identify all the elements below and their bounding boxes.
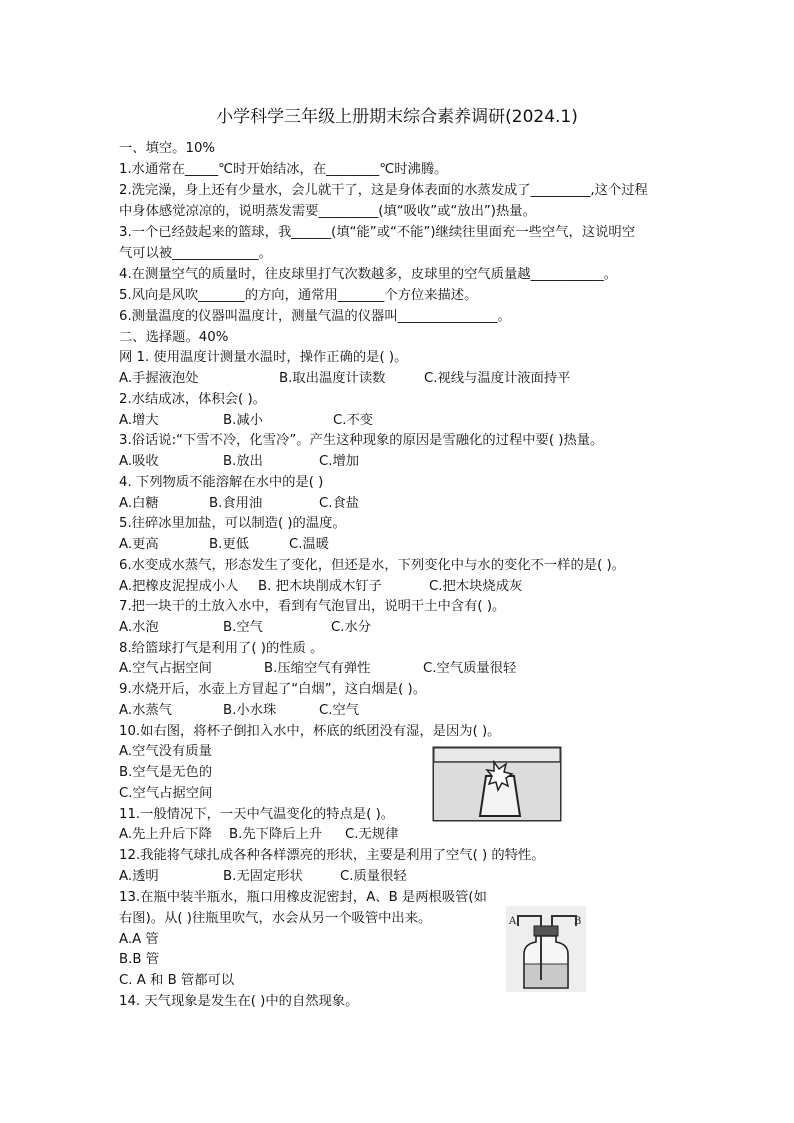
option-a: A.空气占据空间 bbox=[119, 661, 212, 676]
option-b: B.取出温度计读数 bbox=[279, 371, 386, 386]
option-b: B.放出 bbox=[223, 454, 263, 469]
choice-question-13-line-2: 右图)。从( )往瓶里吹气，水会从另一个吸管中出来。 bbox=[119, 911, 432, 926]
section-heading-choice: 二、选择题。40% bbox=[119, 330, 229, 345]
question-4: 4.在测量空气的质量时，往皮球里打气次数越多，皮球里的空气质量越___________。 bbox=[119, 267, 618, 282]
question-2-line-2: 中身体感觉凉凉的，说明蒸发需要_________(填“吸收”或“放出”)热量。 bbox=[119, 204, 536, 219]
option-b: B.小水珠 bbox=[223, 703, 277, 718]
option-a: A.更高 bbox=[119, 537, 159, 552]
choice-question-8: 8.给篮球打气是利用了( )的性质 。 bbox=[119, 641, 324, 656]
option-c: C.无规律 bbox=[345, 827, 399, 842]
option-a: A.把橡皮泥捏成小人 bbox=[119, 579, 239, 594]
option-c: C.视线与温度计液面持平 bbox=[424, 371, 571, 386]
page-title: 小学科学三年级上册期末综合素养调研(2024.1) bbox=[216, 107, 578, 127]
option-a: A.先上升后下降 bbox=[119, 827, 212, 842]
straw-a-label: A bbox=[509, 916, 517, 927]
option-c: C.把木块烧成灰 bbox=[429, 579, 523, 594]
option-b: B.无固定形状 bbox=[223, 869, 303, 884]
choice-question-7: 7.把一块干的土放入水中，看到有气泡冒出，说明干土中含有( )。 bbox=[119, 599, 506, 614]
question-1: 1.水通常在_____℃时开始结冰，在________℃时沸腾。 bbox=[119, 162, 448, 177]
option-a: A.吸收 bbox=[119, 454, 159, 469]
option-b: B.空气 bbox=[223, 620, 263, 635]
option-c: C.质量很轻 bbox=[340, 869, 407, 884]
choice-question-12: 12.我能将气球扎成各种各样漂亮的形状，主要是利用了空气( ) 的特性。 bbox=[119, 848, 545, 863]
option-b: B.更低 bbox=[209, 537, 249, 552]
option-a: A.水泡 bbox=[119, 620, 159, 635]
choice-question-6: 6.水变成水蒸气，形态发生了变化，但还是水，下列变化中与水的变化不一样的是( )。 bbox=[119, 558, 625, 573]
question-5: 5.风向是风吹_______的方向，通常用_______个方位来描述。 bbox=[119, 288, 478, 303]
choice-question-4: 4. 下列物质不能溶解在水中的是( ) bbox=[119, 475, 324, 490]
question-3-line-1: 3.一个已经鼓起来的篮球，我______(填“能”或“不能”)继续往里面充一些空气，这说明空 bbox=[119, 225, 636, 240]
choice-question-5: 5.往碎冰里加盐，可以制造( )的温度。 bbox=[119, 516, 346, 531]
option-b: B.先下降后上升 bbox=[229, 827, 323, 842]
option-c: C.食盐 bbox=[319, 496, 360, 511]
choice-question-11: 11.一般情况下，一天中气温变化的特点是( )。 bbox=[119, 807, 395, 822]
option-b: B.食用油 bbox=[209, 496, 263, 511]
option-c: C.空气占据空间 bbox=[119, 786, 213, 801]
option-c: C.不变 bbox=[333, 413, 374, 428]
option-c: C. A 和 B 管都可以 bbox=[119, 973, 235, 988]
option-a: A.白糖 bbox=[119, 496, 159, 511]
option-b: B.减小 bbox=[223, 413, 263, 428]
option-b: B.压缩空气有弹性 bbox=[264, 661, 371, 676]
inverted-cup-figure bbox=[432, 746, 562, 822]
section-heading-fill: 一、填空。10% bbox=[119, 141, 216, 156]
choice-question-10: 10.如右图，将杯子倒扣入水中，杯底的纸团没有湿，是因为( )。 bbox=[119, 724, 501, 739]
choice-question-3: 3.俗话说:“下雪不冷，化雪冷”。产生这种现象的原因是雪融化的过程中要( )热量。 bbox=[119, 433, 604, 448]
straw-b-label: B bbox=[574, 916, 582, 927]
option-a: A.空气没有质量 bbox=[119, 744, 212, 759]
question-6: 6.测量温度的仪器叫温度计，测量气温的仪器叫_______________。 bbox=[119, 309, 511, 324]
option-a: A.增大 bbox=[119, 413, 159, 428]
option-b: B.B 管 bbox=[119, 952, 159, 967]
choice-question-9: 9.水烧开后，水壶上方冒起了“白烟”，这白烟是( )。 bbox=[119, 682, 427, 697]
option-c: C.空气质量很轻 bbox=[423, 661, 517, 676]
option-c: C.温暖 bbox=[289, 537, 330, 552]
choice-question-14: 14. 天气现象是发生在( )中的自然现象。 bbox=[119, 994, 359, 1009]
option-b: B. 把木块削成木钉子 bbox=[258, 579, 382, 594]
bottle-straws-figure bbox=[506, 906, 586, 992]
option-a: A.透明 bbox=[119, 869, 159, 884]
option-a: A.手握液泡处 bbox=[119, 371, 199, 386]
choice-question-1: 网 1. 使用温度计测量水温时，操作正确的是( )。 bbox=[119, 350, 408, 365]
option-c: C.空气 bbox=[319, 703, 360, 718]
question-3-line-2: 气可以被_____________。 bbox=[119, 246, 272, 261]
option-a: A.水蒸气 bbox=[119, 703, 172, 718]
question-2-line-1: 2.洗完澡，身上还有少量水，会儿就干了，这是身体表面的水蒸发成了_________,这个过程 bbox=[119, 183, 648, 198]
option-a: A.A 管 bbox=[119, 932, 159, 947]
option-b: B.空气是无色的 bbox=[119, 765, 213, 780]
choice-question-2: 2.水结成冰，体积会( )。 bbox=[119, 392, 266, 407]
choice-question-13-line-1: 13.在瓶中装半瓶水，瓶口用橡皮泥密封，A、B 是两根吸管(如 bbox=[119, 890, 487, 905]
option-c: C.增加 bbox=[319, 454, 360, 469]
option-c: C.水分 bbox=[331, 620, 372, 635]
